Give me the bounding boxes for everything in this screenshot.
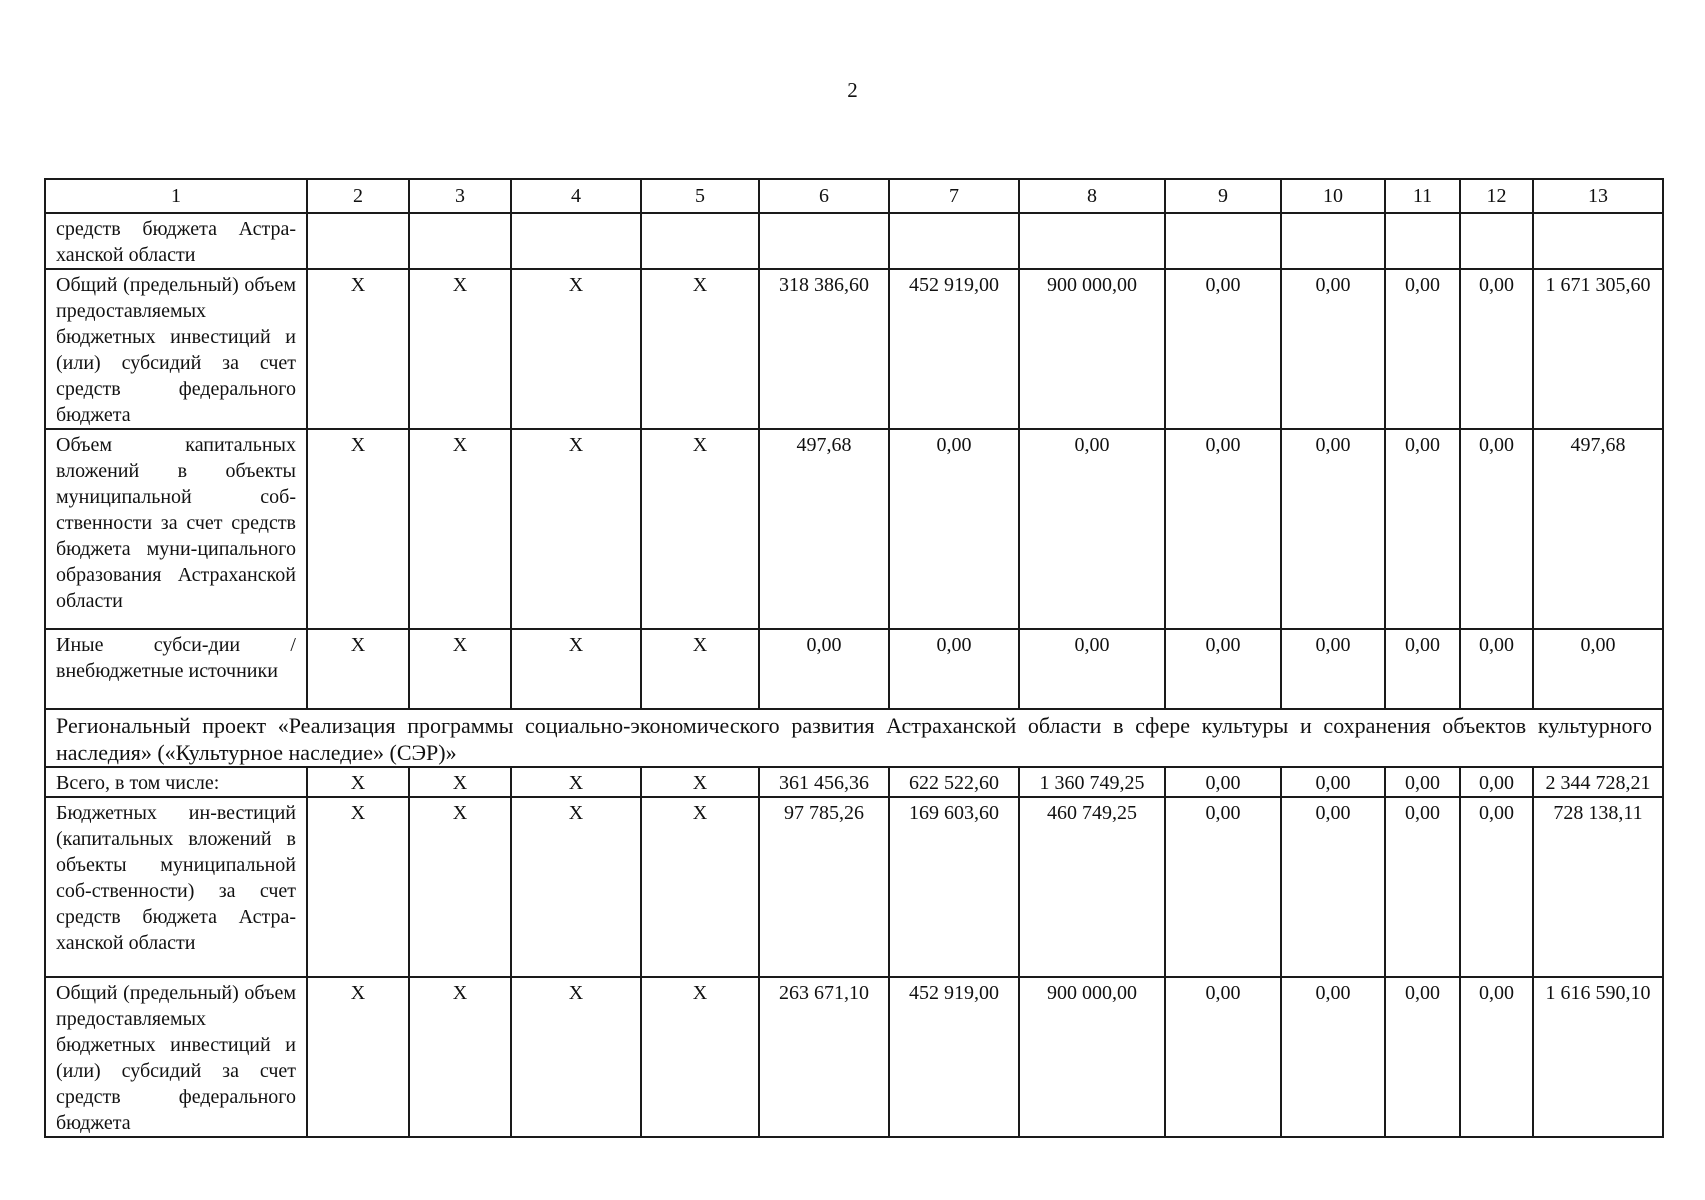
table-cell: 0,00	[1281, 797, 1385, 977]
table-cell: X	[511, 629, 641, 709]
table-cell: 0,00	[759, 629, 889, 709]
table-cell: X	[307, 429, 409, 629]
table-cell: 0,00	[1533, 629, 1663, 709]
row-label: Всего, в том числе:	[45, 767, 307, 797]
table-row	[45, 767, 1663, 797]
column-header: 1	[45, 179, 307, 213]
table-cell: 0,00	[1281, 629, 1385, 709]
section-row	[45, 709, 1663, 767]
table-cell: X	[307, 797, 409, 977]
table-cell	[759, 213, 889, 269]
table-cell: 0,00	[1385, 767, 1460, 797]
table-cell: 0,00	[1281, 767, 1385, 797]
budget-table	[44, 178, 1664, 1138]
row-label: Иные субси-дии / внебюджетные источники	[45, 629, 307, 709]
table-cell: 460 749,25	[1019, 797, 1165, 977]
table-cell: 2 344 728,21	[1533, 767, 1663, 797]
table-cell: 97 785,26	[759, 797, 889, 977]
table-cell: 0,00	[889, 429, 1019, 629]
column-header: 8	[1019, 179, 1165, 213]
table-cell: X	[641, 767, 759, 797]
table-cell: X	[641, 429, 759, 629]
table-cell: 0,00	[1385, 429, 1460, 629]
table-cell: X	[511, 977, 641, 1137]
page-number: 2	[847, 78, 858, 102]
table-cell: 900 000,00	[1019, 269, 1165, 429]
table-cell	[307, 213, 409, 269]
table-cell	[1385, 213, 1460, 269]
table-cell: 0,00	[1281, 269, 1385, 429]
row-label: Бюджетных ин-вестиций (капитальных вложений в объекты муниципальной соб-ственности) за счет средств бюджета Астра-ханской области	[45, 797, 307, 977]
table-cell: 263 671,10	[759, 977, 889, 1137]
column-header: 4	[511, 179, 641, 213]
table-cell: X	[511, 269, 641, 429]
column-header: 11	[1385, 179, 1460, 213]
table-cell	[641, 213, 759, 269]
table-cell: X	[511, 767, 641, 797]
column-header: 9	[1165, 179, 1281, 213]
table-cell: 0,00	[1460, 797, 1533, 977]
table-cell: 497,68	[1533, 429, 1663, 629]
table-cell: 0,00	[1165, 977, 1281, 1137]
table-cell: X	[511, 429, 641, 629]
table-cell: X	[641, 797, 759, 977]
table-cell: 0,00	[1460, 977, 1533, 1137]
table-cell: 0,00	[1019, 429, 1165, 629]
column-number-row	[45, 179, 1663, 213]
row-label: средств бюджета Астра-ханской области	[45, 213, 307, 269]
column-header: 3	[409, 179, 511, 213]
table-cell: 1 616 590,10	[1533, 977, 1663, 1137]
table-cell: X	[511, 797, 641, 977]
table-cell: 0,00	[1385, 629, 1460, 709]
table-cell: X	[307, 269, 409, 429]
table-cell: 728 138,11	[1533, 797, 1663, 977]
table-cell: 0,00	[1165, 767, 1281, 797]
table-cell: 0,00	[1165, 629, 1281, 709]
table-cell	[511, 213, 641, 269]
table-cell: 1 671 305,60	[1533, 269, 1663, 429]
table-cell: X	[641, 629, 759, 709]
table-cell	[1019, 213, 1165, 269]
table-cell: X	[409, 429, 511, 629]
table-cell: 452 919,00	[889, 977, 1019, 1137]
table-cell: 0,00	[1460, 629, 1533, 709]
table-cell: 452 919,00	[889, 269, 1019, 429]
column-header: 13	[1533, 179, 1663, 213]
column-header: 2	[307, 179, 409, 213]
table-cell: 1 360 749,25	[1019, 767, 1165, 797]
table-cell: 0,00	[889, 629, 1019, 709]
table-row	[45, 213, 1663, 269]
table-row	[45, 797, 1663, 977]
table-cell: X	[307, 977, 409, 1137]
table-cell: 0,00	[1460, 429, 1533, 629]
table-cell: X	[409, 767, 511, 797]
table-row	[45, 429, 1663, 629]
column-header: 12	[1460, 179, 1533, 213]
table-cell	[409, 213, 511, 269]
table-row	[45, 977, 1663, 1137]
table-cell	[1281, 213, 1385, 269]
table-cell: 0,00	[1281, 977, 1385, 1137]
column-header: 5	[641, 179, 759, 213]
table-cell: X	[307, 629, 409, 709]
table-cell: 622 522,60	[889, 767, 1019, 797]
row-label: Объем капитальных вложений в объекты муниципальной соб-ственности за счет средств бюджета муни-ципального образования Астраханской области	[45, 429, 307, 629]
table-cell	[1533, 213, 1663, 269]
table-cell: 0,00	[1281, 429, 1385, 629]
table-row	[45, 629, 1663, 709]
table-cell: 0,00	[1385, 269, 1460, 429]
table-cell: X	[409, 629, 511, 709]
table-cell: 361 456,36	[759, 767, 889, 797]
table-cell: 497,68	[759, 429, 889, 629]
table-cell: X	[307, 767, 409, 797]
table-cell: 318 386,60	[759, 269, 889, 429]
table-cell: 0,00	[1460, 767, 1533, 797]
table-cell: 0,00	[1385, 797, 1460, 977]
table-cell: 0,00	[1165, 269, 1281, 429]
table-cell: X	[641, 269, 759, 429]
table-cell	[889, 213, 1019, 269]
table-row	[45, 269, 1663, 429]
table-cell	[1165, 213, 1281, 269]
column-header: 6	[759, 179, 889, 213]
table-cell: 0,00	[1165, 429, 1281, 629]
table-cell	[1460, 213, 1533, 269]
row-label: Общий (предельный) объем предоставляемых бюджетных инвестиций и (или) субсидий за счет средств федерального бюджета	[45, 977, 307, 1137]
table-cell: 169 603,60	[889, 797, 1019, 977]
table-cell: 0,00	[1385, 977, 1460, 1137]
table-cell: 0,00	[1165, 797, 1281, 977]
table-cell: X	[409, 269, 511, 429]
table-cell: X	[641, 977, 759, 1137]
section-title: Региональный проект «Реализация программы социально-экономического развития Астраханской области в сфере культуры и сохранения объектов культурного наследия» («Культурное наследие» (СЭР)»	[45, 709, 1663, 767]
column-header: 7	[889, 179, 1019, 213]
table-cell: 0,00	[1460, 269, 1533, 429]
table-cell: X	[409, 797, 511, 977]
table-cell: X	[409, 977, 511, 1137]
table-cell: 0,00	[1019, 629, 1165, 709]
table-cell: 900 000,00	[1019, 977, 1165, 1137]
column-header: 10	[1281, 179, 1385, 213]
row-label: Общий (предельный) объем предоставляемых бюджетных инвестиций и (или) субсидий за счет средств федерального бюджета	[45, 269, 307, 429]
